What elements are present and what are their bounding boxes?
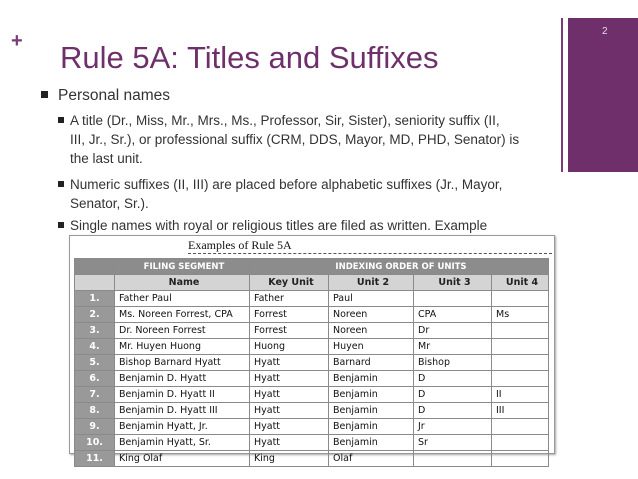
name-cell: Bishop Barnard Hyatt <box>115 355 250 371</box>
unit2-cell: Barnard <box>329 355 414 371</box>
examples-table-figure <box>69 235 555 464</box>
key-unit-cell: Hyatt <box>250 419 329 435</box>
unit2-cell: Olaf <box>329 451 414 467</box>
slide-title: Rule 5A: Titles and Suffixes <box>60 40 439 75</box>
column-header: Name <box>115 275 250 291</box>
name-cell: Benjamin Hyatt, Jr. <box>115 419 250 435</box>
unit4-cell: III <box>492 403 549 419</box>
key-unit-cell: Hyatt <box>250 435 329 451</box>
unit4-cell: II <box>492 387 549 403</box>
table-row <box>75 323 549 339</box>
key-unit-cell: Hyatt <box>250 387 329 403</box>
group-header-indexing: INDEXING ORDER OF UNITS <box>250 259 549 275</box>
sub-bullet-royal <box>58 216 487 235</box>
sub-bullet-line: Numeric suffixes (II, III) are placed before alphabetic suffixes (Jr., Mayor, <box>70 177 503 192</box>
unit2-cell: Huyen <box>329 339 414 355</box>
unit2-cell: Benjamin <box>329 419 414 435</box>
group-header-row <box>75 259 549 275</box>
column-header: Unit 3 <box>414 275 492 291</box>
unit3-cell <box>414 451 492 467</box>
name-cell: Benjamin D. Hyatt III <box>115 403 250 419</box>
unit2-cell: Benjamin <box>329 371 414 387</box>
key-unit-cell: Hyatt <box>250 403 329 419</box>
row-number: 7. <box>75 387 115 403</box>
unit3-cell: Mr <box>414 339 492 355</box>
sub-bullet-line: A title (Dr., Miss, Mr., Mrs., Ms., Professor, Sir, Sister), seniority suffix (II, <box>70 113 500 128</box>
square-bullet-icon <box>58 117 64 123</box>
unit4-cell <box>492 323 549 339</box>
key-unit-cell: King <box>250 451 329 467</box>
table-row <box>75 451 549 467</box>
unit2-cell: Noreen <box>329 307 414 323</box>
unit4-cell <box>492 371 549 387</box>
header-blank-cell <box>75 275 115 291</box>
unit2-cell: Noreen <box>329 323 414 339</box>
name-cell: King Olaf <box>115 451 250 467</box>
sub-bullet-line: the last unit. <box>70 151 143 166</box>
unit4-cell: Ms <box>492 307 549 323</box>
sub-bullet-line: III, Jr., Sr.), or professional suffix (CRM, DDS, Mayor, MD, PHD, Senator) is <box>70 132 520 147</box>
row-number: 3. <box>75 323 115 339</box>
row-number: 1. <box>75 291 115 307</box>
table-row <box>75 387 549 403</box>
header-blank-cell <box>75 259 115 275</box>
sub-bullet-numeric <box>58 175 502 213</box>
row-number: 6. <box>75 371 115 387</box>
unit2-cell: Benjamin <box>329 387 414 403</box>
table-row <box>75 307 549 323</box>
unit4-cell <box>492 419 549 435</box>
accent-side-panel <box>568 18 638 172</box>
unit4-cell <box>492 435 549 451</box>
row-number: 5. <box>75 355 115 371</box>
key-unit-cell: Forrest <box>250 307 329 323</box>
bullet-personal-names <box>41 87 170 105</box>
key-unit-cell: Hyatt <box>250 371 329 387</box>
unit4-cell <box>492 355 549 371</box>
name-cell: Ms. Noreen Forrest, CPA <box>115 307 250 323</box>
unit2-cell: Benjamin <box>329 435 414 451</box>
key-unit-cell: Father <box>250 291 329 307</box>
name-cell: Father Paul <box>115 291 250 307</box>
square-bullet-icon <box>58 222 64 228</box>
table-row <box>75 403 549 419</box>
name-cell: Dr. Noreen Forrest <box>115 323 250 339</box>
row-number: 10. <box>75 435 115 451</box>
unit3-cell: Dr <box>414 323 492 339</box>
unit3-cell: D <box>414 371 492 387</box>
unit3-cell: D <box>414 387 492 403</box>
key-unit-cell: Huong <box>250 339 329 355</box>
table-row <box>75 339 549 355</box>
key-unit-cell: Hyatt <box>250 355 329 371</box>
group-header-filing: FILING SEGMENT <box>115 259 250 275</box>
accent-divider <box>561 18 563 172</box>
row-number: 11. <box>75 451 115 467</box>
table-row <box>75 291 549 307</box>
bullet-text: Personal names <box>58 87 171 104</box>
unit4-cell <box>492 451 549 467</box>
table-row <box>75 371 549 387</box>
sub-bullet-titles <box>58 111 519 168</box>
unit3-cell: Sr <box>414 435 492 451</box>
key-unit-cell: Forrest <box>250 323 329 339</box>
name-cell: Mr. Huyen Huong <box>115 339 250 355</box>
title-divider <box>188 253 552 254</box>
column-header: Unit 4 <box>492 275 549 291</box>
unit4-cell <box>492 291 549 307</box>
name-cell: Benjamin D. Hyatt <box>115 371 250 387</box>
column-header: Unit 2 <box>329 275 414 291</box>
unit3-cell: CPA <box>414 307 492 323</box>
row-number: 9. <box>75 419 115 435</box>
unit3-cell: Jr <box>414 419 492 435</box>
sub-bullet-line: Senator, Sr.). <box>70 196 149 211</box>
column-header: Key Unit <box>250 275 329 291</box>
unit4-cell <box>492 339 549 355</box>
unit2-cell: Benjamin <box>329 403 414 419</box>
row-number: 8. <box>75 403 115 419</box>
unit2-cell: Paul <box>329 291 414 307</box>
slide-number: 2 <box>602 26 608 37</box>
table-title: Examples of Rule 5A <box>188 238 292 252</box>
table-row <box>75 419 549 435</box>
name-cell: Benjamin Hyatt, Sr. <box>115 435 250 451</box>
row-number: 2. <box>75 307 115 323</box>
name-cell: Benjamin D. Hyatt II <box>115 387 250 403</box>
square-bullet-icon <box>41 91 48 98</box>
unit3-cell <box>414 291 492 307</box>
square-bullet-icon <box>58 181 64 187</box>
unit3-cell: Bishop <box>414 355 492 371</box>
table-row <box>75 355 549 371</box>
plus-icon: + <box>11 30 23 52</box>
table-row <box>75 435 549 451</box>
examples-table <box>74 258 549 467</box>
sub-bullet-line: Single names with royal or religious titles are filed as written. Example <box>70 218 488 233</box>
column-header-row <box>75 275 549 291</box>
unit3-cell: D <box>414 403 492 419</box>
row-number: 4. <box>75 339 115 355</box>
